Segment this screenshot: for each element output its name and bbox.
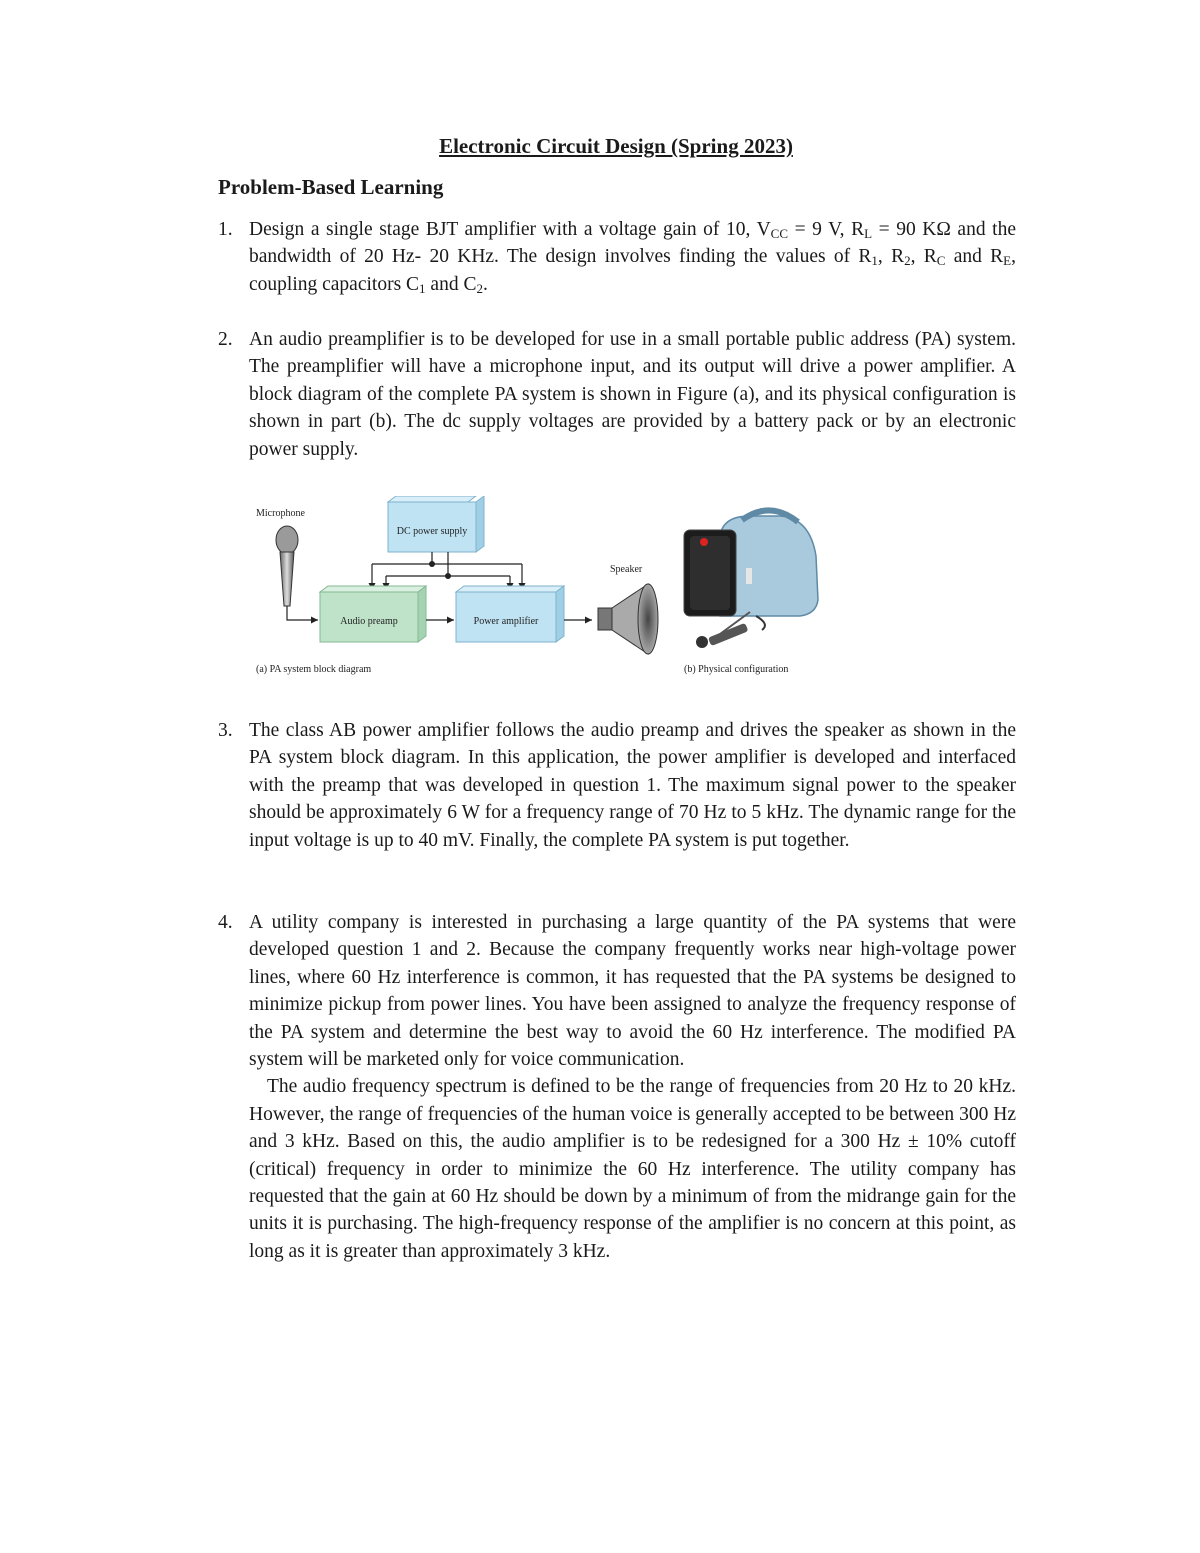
page-title: Electronic Circuit Design (Spring 2023) bbox=[439, 134, 793, 158]
subscript: CC bbox=[770, 226, 788, 241]
dc-power-supply-label: DC power supply bbox=[396, 526, 468, 537]
mic-signal-line bbox=[287, 606, 318, 620]
q1-text-a: Design a single stage BJT amplifier with a voltage gain of 10, V bbox=[249, 219, 771, 240]
q3-paragraph: The class AB power amplifier follows the audio preamp and drives the speaker as shown in the PA system block diagram. In this application, the power amplifier is developed and interfaced with the preamp that was developed in question 1. The maximum signal power to the speaker should be approximately 6 W for a frequency range of 70 Hz to 5 kHz. The dynamic range for the input voltage is up to 40 mV. Finally, the complete PA system is put together. bbox=[249, 720, 1016, 851]
question-number: 4. bbox=[218, 912, 233, 933]
pa-device-illustration bbox=[684, 510, 818, 648]
subscript: E bbox=[1003, 253, 1012, 269]
q1-text-e: , R bbox=[910, 246, 937, 268]
speaker-icon bbox=[598, 584, 658, 654]
subscript: 2 bbox=[904, 253, 911, 269]
question-4 bbox=[218, 909, 1016, 1265]
subscript: 1 bbox=[419, 280, 426, 296]
q1-text-d: , R bbox=[877, 246, 905, 268]
microphone-label: Microphone bbox=[256, 508, 305, 519]
question-text bbox=[249, 909, 1016, 1265]
q2-paragraph: An audio preamplifier is to be developed for use in a small portable public address (PA) system. The preamplifier will have a microphone input, and its output will drive a power amplifier. A block diagram of the complete PA system is shown in Figure (a), and its physical configuration is shown in part (b). The dc supply voltages are provided by a battery pack or by an electronic power supply. bbox=[249, 329, 1016, 460]
q1-text-b: = 9 V, R bbox=[788, 219, 865, 240]
bus-junction bbox=[445, 573, 451, 579]
speaker-label: Speaker bbox=[610, 564, 643, 575]
question-3 bbox=[218, 717, 1016, 854]
q4-paragraph-2: The audio frequency spectrum is defined to be the range of frequencies from 20 Hz to 20 kHz. However, the range of frequencies of the human voice is generally accepted to be between 300 Hz and 3 kHz. Based on this, the audio amplifier is to be redesigned for a 300 Hz ± 10% cutoff (critical) frequency in order to minimize the 60 Hz interference. The utility company has requested that the gain at 60 Hz should be down by a minimum of from the midrange gain for the units it is purchasing. The high-frequency response of the amplifier is no concern at this point, as long as it is greater than approximately 3 kHz. bbox=[249, 1076, 1016, 1262]
question-1 bbox=[218, 216, 1016, 298]
pa-system-figure bbox=[250, 496, 820, 678]
audio-preamp-label: Audio preamp bbox=[340, 616, 398, 627]
question-text bbox=[249, 326, 1016, 463]
question-text bbox=[249, 216, 1016, 298]
q1-text-c: = 90 KΩ and the bandwidth of 20 Hz- 20 KHz. The design involves finding the values of R bbox=[249, 219, 1016, 268]
power-amplifier-block bbox=[456, 586, 564, 642]
question-2 bbox=[218, 326, 1016, 463]
microphone-icon bbox=[276, 526, 298, 606]
question-text bbox=[249, 717, 1016, 854]
q1-text-g: , coupling capacitors C bbox=[249, 246, 1016, 295]
subscript: C bbox=[936, 253, 946, 269]
question-number: 1. bbox=[218, 219, 233, 240]
subscript: 1 bbox=[871, 253, 878, 269]
q1-text-f: and R bbox=[945, 246, 1004, 268]
caption-a: (a) PA system block diagram bbox=[256, 664, 372, 675]
section-heading: Problem-Based Learning bbox=[218, 175, 444, 199]
subscript: L bbox=[864, 226, 873, 241]
q4-paragraph-1: A utility company is interested in purchasing a large quantity of the PA systems that were developed question 1 and 2. Because the company frequently works near high-voltage power lines, where 60 Hz interference is common, it has requested that the PA systems be designed to minimize pickup from power lines. You have been assigned to analyze the frequency response of the PA system and determine the best way to avoid the 60 Hz interference. The modified PA system will be marketed only for voice communication. bbox=[249, 912, 1016, 1071]
dc-bus-lines bbox=[372, 552, 522, 590]
power-amplifier-label: Power amplifier bbox=[473, 616, 539, 627]
bus-junction bbox=[429, 561, 435, 567]
caption-b: (b) Physical configuration bbox=[684, 664, 789, 675]
dc-power-supply-block bbox=[388, 496, 484, 552]
q1-text-i: . bbox=[482, 273, 488, 295]
subscript: 2 bbox=[476, 280, 483, 296]
audio-preamp-block bbox=[320, 586, 426, 642]
question-number: 3. bbox=[218, 720, 233, 741]
figure-svg bbox=[250, 496, 820, 678]
q1-text-h: and C bbox=[425, 273, 477, 295]
question-number: 2. bbox=[218, 329, 233, 350]
